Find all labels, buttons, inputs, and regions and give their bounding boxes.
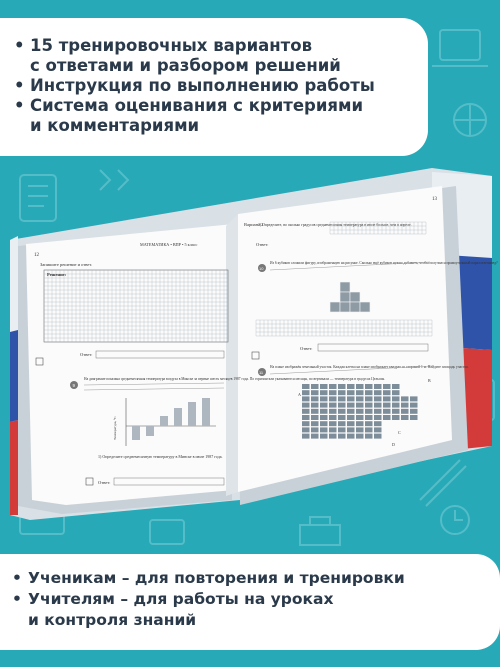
plan-cell <box>320 396 328 401</box>
plan-cell <box>356 384 364 389</box>
cube-7 <box>360 302 370 312</box>
plan-cell <box>392 403 400 408</box>
plan-cell <box>329 409 337 414</box>
plan-cell <box>374 415 382 420</box>
bullet-icon: • <box>12 569 22 587</box>
plan-cell <box>401 396 409 401</box>
left-instruction: Запишите решение и ответ. <box>40 262 93 267</box>
plan-cell <box>392 396 400 401</box>
plan-cell <box>311 396 319 401</box>
task-9-text-line: На диаграмме показана среднемесячная температура воздуха в Минске за первые шесть месяцев 1987 года. По горизонтали указываются месяцы, по вертикали — температура в градусах Цельсия. <box>84 377 385 381</box>
audience-panel <box>0 554 500 650</box>
plan-cell <box>392 415 400 420</box>
plan-cell <box>338 390 346 395</box>
plan-cell <box>302 421 310 426</box>
task-11-number: 11 <box>259 370 264 375</box>
plan-cell <box>338 403 346 408</box>
feature-text: и комментариями <box>30 116 200 135</box>
plan-cell <box>410 409 418 414</box>
plan-cell <box>320 434 328 439</box>
plan-cell <box>374 427 382 432</box>
left-answer-label-2: Ответ: <box>98 480 111 485</box>
plan-cell <box>347 427 355 432</box>
plan-cell <box>356 403 364 408</box>
plan-cell <box>383 384 391 389</box>
plan-cell <box>365 427 373 432</box>
plan-cell <box>374 384 382 389</box>
plan-cell <box>311 427 319 432</box>
chart-axis-label: Температура, °C <box>113 416 117 440</box>
solution-label: Решение: <box>47 272 67 277</box>
plan-cell <box>374 403 382 408</box>
cover-stripe-red <box>10 420 18 515</box>
plan-cell <box>374 390 382 395</box>
plan-cell <box>338 421 346 426</box>
plan-cell <box>356 421 364 426</box>
plan-cell <box>302 427 310 432</box>
features-panel <box>0 18 428 156</box>
corner-label-c: C <box>398 430 401 435</box>
cover-stripe-white <box>10 236 18 332</box>
plan-cell <box>374 396 382 401</box>
plan-cell <box>302 415 310 420</box>
plan-cell <box>374 434 382 439</box>
cube-1 <box>340 282 350 292</box>
variant-label: Вариант 2 <box>244 222 264 227</box>
plan-cell <box>329 427 337 432</box>
plan-cell <box>311 390 319 395</box>
bullet-icon: • <box>14 36 25 55</box>
plan-cell <box>401 403 409 408</box>
cover-stripe-blue <box>10 330 18 422</box>
plan-cell <box>347 434 355 439</box>
plan-cell <box>329 390 337 395</box>
plan-cell <box>302 409 310 414</box>
plan-cell <box>320 384 328 389</box>
plan-cell <box>374 421 382 426</box>
book-spine <box>226 214 238 496</box>
feature-line-4 <box>14 96 428 116</box>
chart-bar-3 <box>160 416 168 426</box>
plan-cell <box>365 390 373 395</box>
right-page <box>238 186 452 492</box>
bullet-icon: • <box>14 96 25 115</box>
cube-3 <box>350 292 360 302</box>
plan-cell <box>302 403 310 408</box>
plan-cell <box>392 390 400 395</box>
corner-label-d: D <box>392 442 395 447</box>
plan-cell <box>401 409 409 414</box>
corner-label-b: B <box>428 378 431 383</box>
plan-cell <box>365 384 373 389</box>
plan-cell <box>320 427 328 432</box>
plan-cell <box>347 390 355 395</box>
plan-cell <box>329 434 337 439</box>
cube-2 <box>340 292 350 302</box>
plan-cell <box>365 415 373 420</box>
chart-bar-4 <box>174 408 182 426</box>
plan-cell <box>329 415 337 420</box>
plan-cell <box>347 403 355 408</box>
plan-cell <box>410 396 418 401</box>
chart-bar-2 <box>146 426 154 436</box>
plan-cell <box>329 384 337 389</box>
feature-line-1 <box>14 36 428 56</box>
plan-cell <box>365 434 373 439</box>
plan-cell <box>356 409 364 414</box>
plan-cell <box>392 409 400 414</box>
feature-text: с ответами и разбором решений <box>30 56 341 75</box>
cube-6 <box>350 302 360 312</box>
plan-cell <box>329 396 337 401</box>
plan-cell <box>383 390 391 395</box>
task-10-text: Из 6 кубиков сложили фигуру, изображенную на рисунке. Сколько ещё кубиков нужно добавить, чтобы получился прямоугольный параллелепипед? <box>270 261 498 265</box>
left-answer-label: Ответ: <box>80 352 93 357</box>
plan-cell <box>374 409 382 414</box>
plan-cell <box>383 396 391 401</box>
cube-5 <box>340 302 350 312</box>
plan-cell <box>347 421 355 426</box>
task-10-number: 10 <box>259 266 264 271</box>
right-answer-label-2: Ответ: <box>300 346 313 351</box>
plan-cell <box>365 409 373 414</box>
right-answer-label: Ответ: <box>256 242 269 247</box>
plan-cell <box>302 396 310 401</box>
plan-cell <box>320 390 328 395</box>
feature-line-3 <box>14 76 428 96</box>
task-11-text: На плане изображён земельный участок. Каждая клетка на плане изображает квадрат со стороной 1 м. Найдите площадь участка. <box>270 365 469 369</box>
plan-cell <box>356 396 364 401</box>
plan-cell <box>410 415 418 420</box>
chart-bar-1 <box>132 426 140 440</box>
plan-cell <box>356 434 364 439</box>
feature-text: 15 тренировочных вариантов <box>30 36 313 55</box>
plan-cell <box>302 434 310 439</box>
plan-cell <box>320 421 328 426</box>
plan-cell <box>320 409 328 414</box>
plan-cell <box>311 384 319 389</box>
plan-cell <box>311 421 319 426</box>
corner-label-a: A <box>298 392 301 397</box>
bullet-icon: • <box>12 590 22 608</box>
plan-cell <box>338 409 346 414</box>
plan-cell <box>347 396 355 401</box>
plan-cell <box>338 427 346 432</box>
audience-line-3 <box>12 610 500 631</box>
plan-cell <box>311 434 319 439</box>
plan-cell <box>392 384 400 389</box>
plan-cell <box>401 415 409 420</box>
plan-cell <box>302 390 310 395</box>
plan-cell <box>365 421 373 426</box>
plan-cell <box>338 415 346 420</box>
plan-cell <box>338 396 346 401</box>
feature-text: Инструкция по выполнению работы <box>30 76 375 95</box>
audience-text: Ученикам – для повторения и тренировки <box>28 569 405 587</box>
plan-cell <box>383 409 391 414</box>
chart-bar-6 <box>202 398 210 426</box>
plan-cell <box>347 384 355 389</box>
plan-cell <box>410 403 418 408</box>
feature-text: Система оценивания с критериями <box>30 96 364 115</box>
plan-cell <box>311 403 319 408</box>
chart-question: 1) Определите среднемесячную температуру в Минске в июле 1987 года. <box>98 454 223 459</box>
chart-bar-5 <box>188 402 196 426</box>
plan-cell <box>320 403 328 408</box>
right-page-number: 13 <box>432 197 437 202</box>
audience-text: Учителям – для работы на уроках <box>28 590 334 608</box>
plan-cell <box>311 409 319 414</box>
audience-line-2 <box>12 589 500 610</box>
audience-text: и контроля знаний <box>28 611 197 629</box>
plan-cell <box>302 384 310 389</box>
plan-cell <box>329 421 337 426</box>
plan-cell <box>347 409 355 414</box>
plan-cell <box>356 427 364 432</box>
plan-cell <box>356 390 364 395</box>
plan-cell <box>338 384 346 389</box>
feature-line-5 <box>14 116 428 136</box>
plan-cell <box>383 403 391 408</box>
left-running-head: МАТЕМАТИКА • ВПР • 5 класс <box>140 242 198 247</box>
plan-cell <box>338 434 346 439</box>
plan-cell <box>329 403 337 408</box>
plan-cell <box>365 396 373 401</box>
plan-cell <box>311 415 319 420</box>
feature-line-2 <box>14 56 428 76</box>
bullet-icon: • <box>14 76 25 95</box>
cube-4 <box>330 302 340 312</box>
plan-cell <box>383 415 391 420</box>
plan-cell <box>356 415 364 420</box>
q2-text: 2) Определите, во сколько градусов среднемесячная температура в июле больше, чем в апреле. <box>258 223 412 227</box>
task-9-number: 9 <box>72 383 76 388</box>
plan-cell <box>320 415 328 420</box>
audience-line-1 <box>12 568 500 589</box>
plan-cell <box>365 403 373 408</box>
plan-cell <box>347 415 355 420</box>
left-page-number: 12 <box>34 253 39 258</box>
